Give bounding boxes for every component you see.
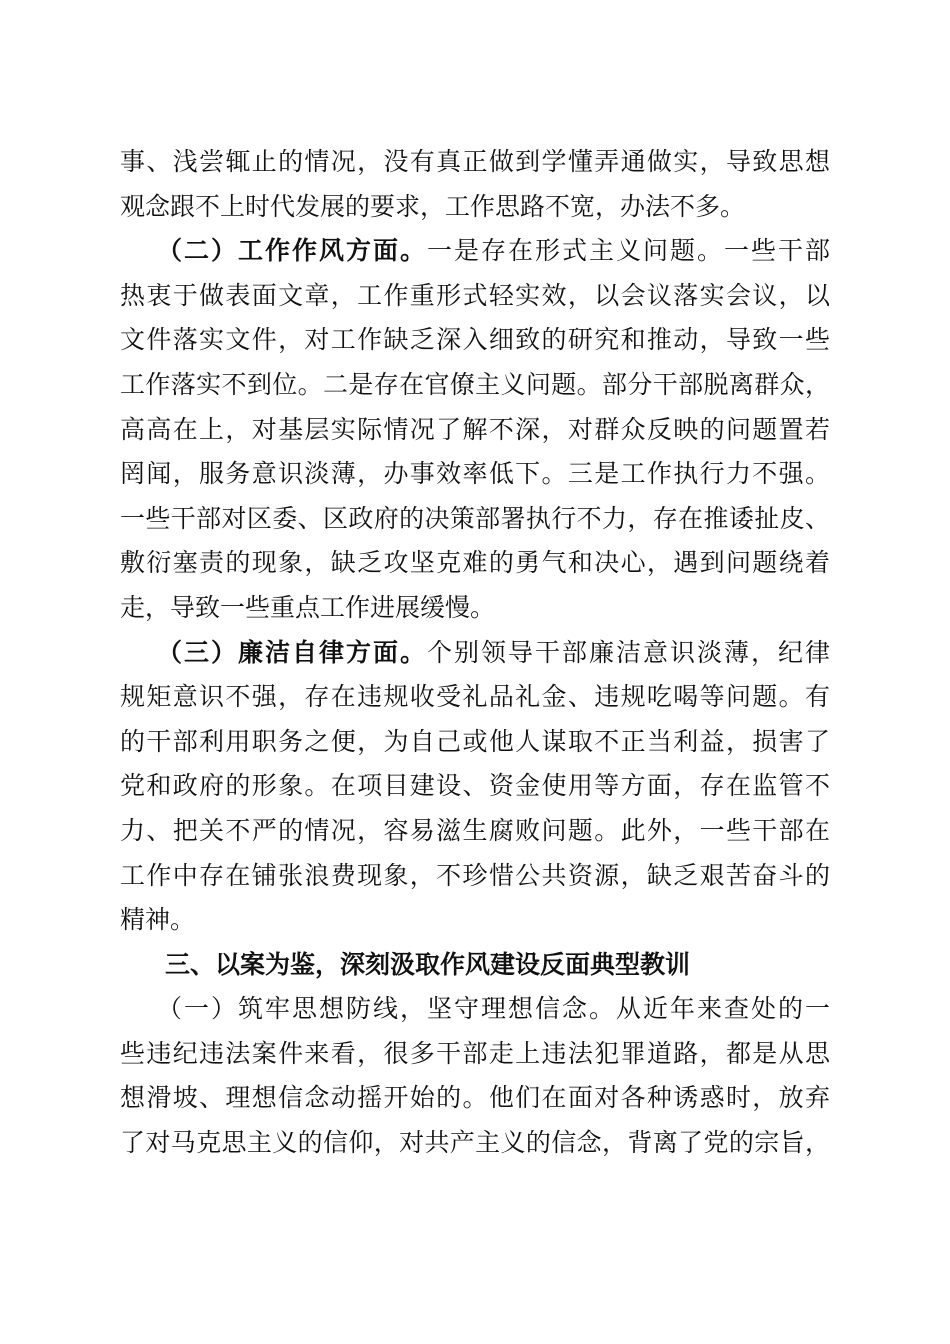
line-text: 精神。 <box>120 905 196 935</box>
paragraph <box>120 987 830 1165</box>
line-text: 一些干部对区委、区政府的决策部署执行不力，存在推诿扯皮、 <box>120 503 830 533</box>
text-line <box>120 1032 830 1077</box>
paragraph <box>120 229 830 630</box>
line-text: 想滑坡、理想信念动摇开始的。他们在面对各种诱惑时，放弃 <box>120 1083 830 1113</box>
text-line <box>120 809 830 854</box>
line-text: 事、浅尝辄止的情况，没有真正做到学懂弄通做实，导致思想 <box>120 147 830 176</box>
text-line <box>120 363 830 408</box>
text-line <box>120 408 830 453</box>
section-heading <box>120 943 830 988</box>
text-line <box>120 1076 830 1121</box>
line-text: 走，导致一些重点工作进展缓慢。 <box>120 592 496 622</box>
line-text: （一）筑牢思想防线，坚守理想信念。从近年来查处的一 <box>157 994 830 1024</box>
line-text: 三、以案为鉴，深刻汲取作风建设反面典型教训 <box>165 949 691 979</box>
text-line <box>120 497 830 542</box>
line-text: 高高在上，对基层实际情况了解不深，对群众反映的问题置若 <box>120 414 830 444</box>
paragraph <box>120 631 830 943</box>
text-line <box>120 720 830 765</box>
text-line <box>120 318 830 363</box>
line-text: 些违纪违法案件来看，很多干部走上违法犯罪道路，都是从思 <box>120 1038 830 1068</box>
text-line <box>120 274 830 319</box>
document-page <box>120 140 830 1166</box>
line-text: 规矩意识不强，存在违规收受礼品礼金、违规吃喝等问题。有 <box>120 682 830 712</box>
text-line <box>120 140 830 185</box>
text-line <box>120 541 830 586</box>
line-text: 工作落实不到位。二是存在官僚主义问题。部分干部脱离群众， <box>120 369 830 399</box>
line-text: 了对马克思主义的信仰，对共产主义的信念，背离了党的宗旨， <box>120 1128 830 1158</box>
line-text: 观念跟不上时代发展的要求，工作思路不宽，办法不多。 <box>120 191 746 221</box>
text-line <box>120 229 830 274</box>
text-line <box>120 631 830 676</box>
line-text: 热衷于做表面文章，工作重形式轻实效，以会议落实会议，以 <box>120 280 830 310</box>
text-line <box>120 185 830 230</box>
text-line <box>120 987 830 1032</box>
line-text: 的干部利用职务之便，为自己或他人谋取不正当利益，损害了 <box>120 726 830 756</box>
paragraph-lead: （二）工作作风方面。 <box>157 236 427 266</box>
text-line <box>120 764 830 809</box>
text-line <box>120 854 830 899</box>
paragraph <box>120 140 830 229</box>
text-line <box>120 452 830 497</box>
text-line <box>120 1121 830 1166</box>
text-line <box>120 586 830 631</box>
line-text: 一是存在形式主义问题。一些干部 <box>427 236 830 266</box>
line-text: 文件落实文件，对工作缺乏深入细致的研究和推动，导致一些 <box>120 325 830 355</box>
line-text: 党和政府的形象。在项目建设、资金使用等方面，存在监管不 <box>120 771 830 801</box>
line-text: 敷衍塞责的现象，缺乏攻坚克难的勇气和决心，遇到问题绕着 <box>120 548 830 578</box>
text-line <box>120 943 830 988</box>
text-line <box>120 898 830 943</box>
line-text: 罔闻，服务意识淡薄，办事效率低下。三是工作执行力不强。 <box>120 459 830 489</box>
line-text: 工作中存在铺张浪费现象，不珍惜公共资源，缺乏艰苦奋斗的 <box>120 860 830 890</box>
paragraph-lead: （三）廉洁自律方面。 <box>157 637 427 667</box>
line-text: 个别领导干部廉洁意识淡薄，纪律 <box>427 637 830 667</box>
text-line <box>120 675 830 720</box>
line-text: 力、把关不严的情况，容易滋生腐败问题。此外，一些干部在 <box>120 815 830 845</box>
